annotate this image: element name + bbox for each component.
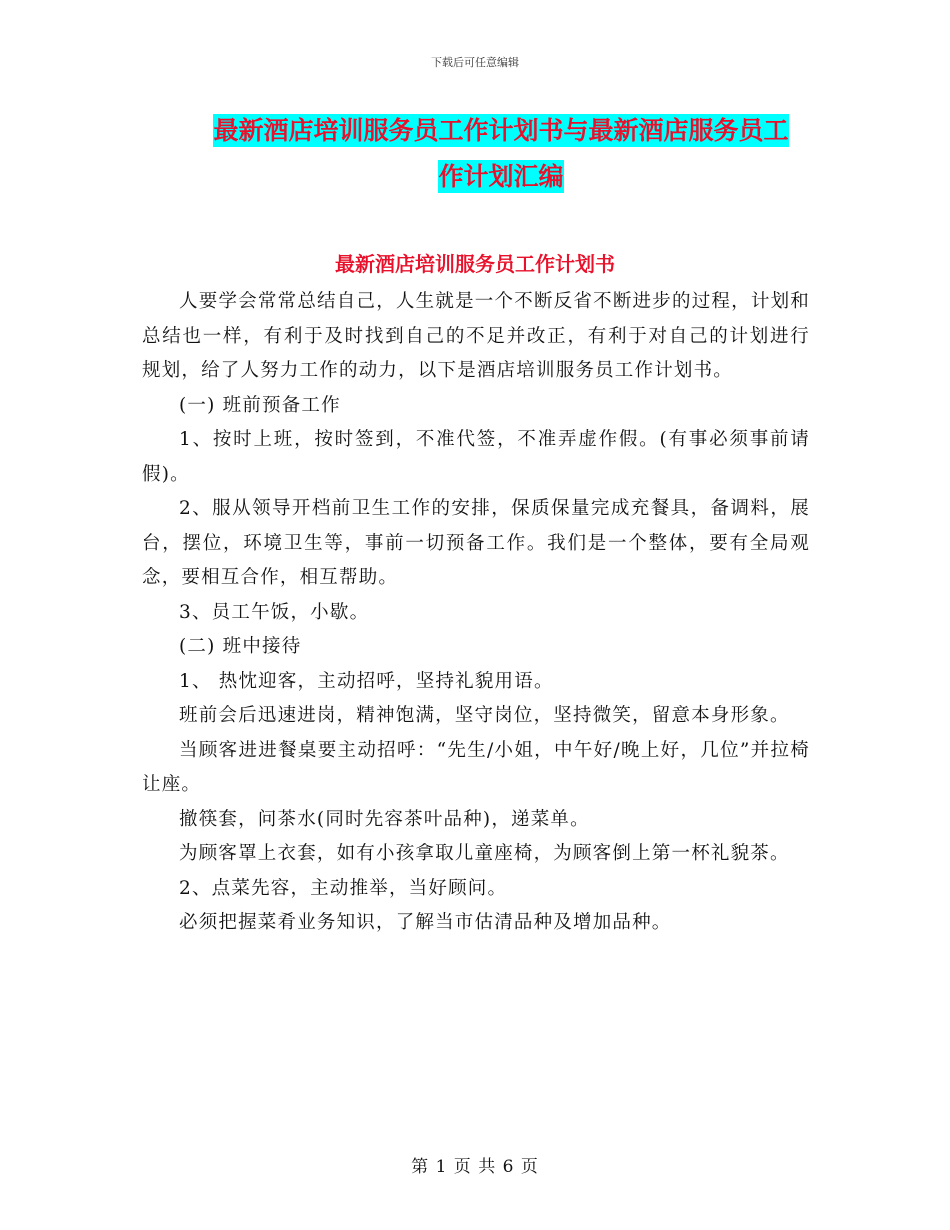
paragraph: 撤筷套，问茶水(同时先容茶叶品种)，递菜单。 [179, 808, 590, 830]
header-note: 下载后可任意编辑 [431, 56, 519, 69]
paragraph: 3、员工午饭，小歇。 [179, 601, 370, 623]
paragraph: 2、点菜先容，主动推举，当好顾问。 [179, 877, 508, 899]
paragraph: 为顾客罩上衣套，如有小孩拿取儿童座椅，为顾客倒上第一杯礼貌茶。 [179, 843, 790, 864]
paragraph: (二) 班中接待 [179, 636, 302, 657]
section-title: 最新酒店培训服务员工作计划书 [335, 252, 615, 276]
page-footer: 第 1 页 共 6 页 [411, 1157, 539, 1177]
paragraph: 当顾客进进餐桌要主动招呼：“先生/小姐，中午好/晚上好，几位”并拉椅让座。 [142, 739, 810, 795]
paragraph: 班前会后迅速进岗，精神饱满，坚守岗位，坚持微笑，留意本身形象。 [179, 705, 790, 726]
document-body [142, 285, 810, 941]
document-title-line-1: 最新酒店培训服务员工作计划书与最新酒店服务员工 [213, 116, 789, 145]
paragraph: 2、服从领导开档前卫生工作的安排，保质保量完成充餐具，备调料，展台，摆位，环境卫生等，事前一切预备工作。我们是一个整体，要有全局观念，要相互合作，相互帮助。 [142, 498, 810, 588]
document-title [190, 108, 812, 200]
paragraph: (一) 班前预备工作 [179, 394, 341, 416]
paragraph: 必须把握菜肴业务知识，了解当市估清品种及增加品种。 [179, 912, 672, 933]
paragraph: 1、 热忱迎客，主动招呼，坚持礼貌用语。 [179, 670, 554, 692]
document-title-line-2: 作计划汇编 [438, 162, 564, 191]
paragraph: 1、按时上班，按时签到，不准代签，不准弄虚作假。(有事必须事前请假)。 [142, 429, 810, 485]
paragraph: 人要学会常常总结自己，人生就是一个不断反省不断进步的过程，计划和总结也一样，有利于及时找到自己的不足并改正，有利于对自己的计划进行规划，给了人努力工作的动力，以下是酒店培训服务员工作计划书。 [142, 291, 810, 381]
